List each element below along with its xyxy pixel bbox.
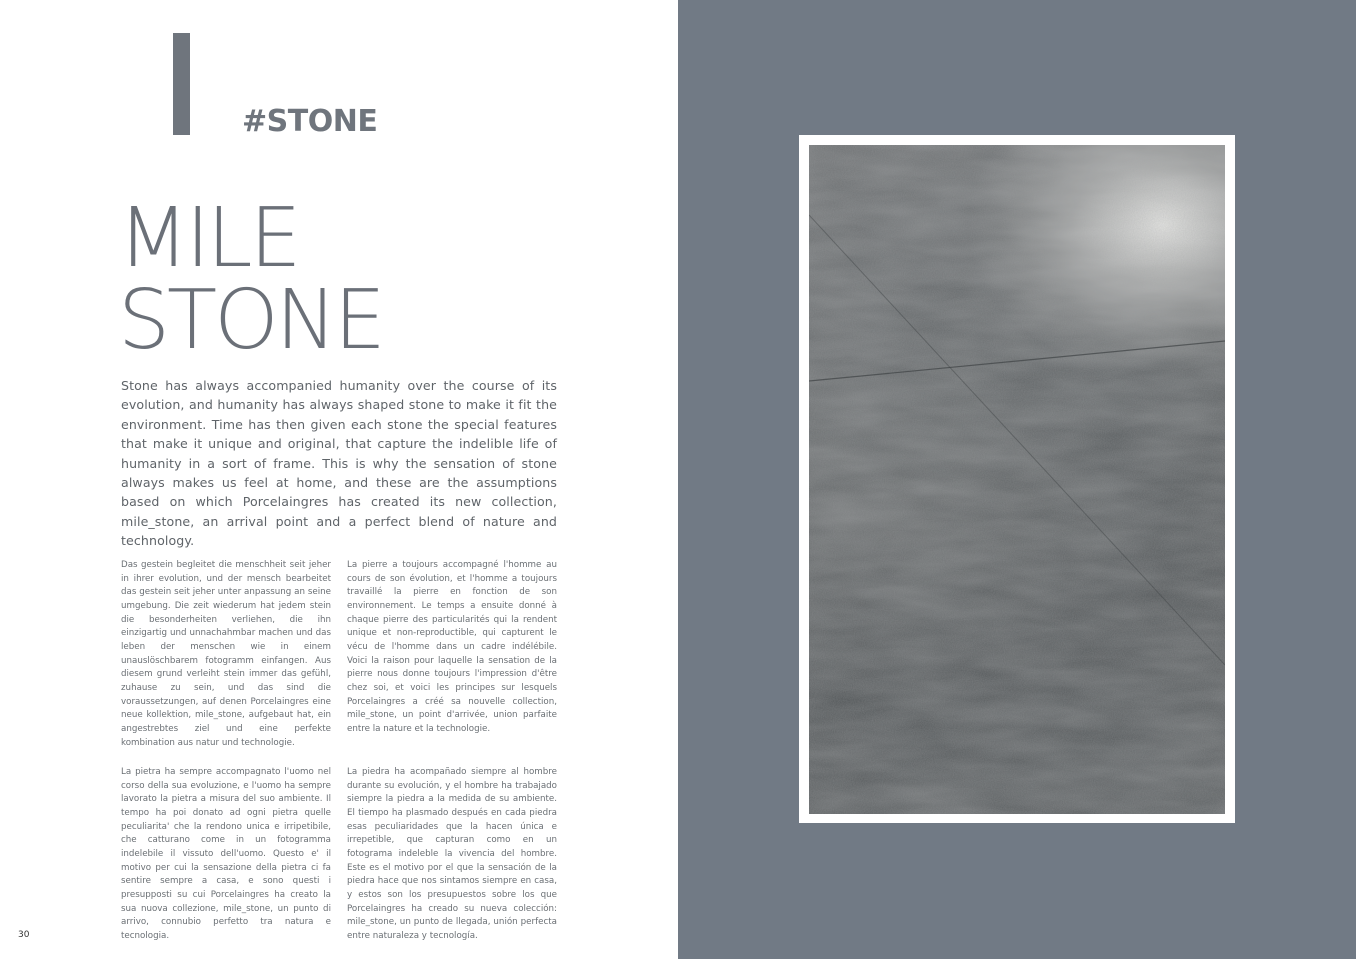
paragraph-french: La pierre a toujours accompagné l'homme au cours de son évolution, et l'homme a toujours travaillé la pierre en fonction de son environnement. Le temps a ensuite donné à chaque pierre des particularités qui la rendent unique et non-reproductible, qui capturent le vécu de l'homme dans un cadre indélébile. Voici la raison pour laquelle la sensation de la pierre nous donne toujours l'impression d'être chez soi, et voici les principes sur lesquels Porcelaingres a créé sa nouvelle collection, mile_stone, un point d'arrivée, union parfaite entre la nature et la technologie. (347, 560, 557, 734)
paragraph-italian: La pietra ha sempre accompagnato l'uomo nel corso della sua evoluzione, e l'uomo ha sempre lavorato la pietra a misura del suo ambiente. Il tempo ha poi donato ad ogni pietra quelle peculiarita' che la rendono unica e irripetibile, che catturano come in un fotogramma indelebile il vissuto dell'uomo. Questo e' il motivo per cui la sensazione della pietra ci fa sentire sempre a casa, e sono questi i presupposti su cui Porcelaingres ha creato la sua nuova collezione, mile_stone, un punto di arrivo, connubio perfetto tra natura e tecnologia. (121, 767, 331, 941)
page-number: 30 (18, 930, 30, 940)
chapter-number-bar (173, 33, 190, 135)
title-line-1: MILE (118, 191, 299, 286)
tile-joints (809, 145, 1225, 814)
intro-paragraph-english: Stone has always accompanied humanity over the course of its evolution, and humanity has always shaped stone to make it fit the environment. Time has then given each stone the special features that make it unique and original, that capture the indelible life of humanity in a sort of frame. This is why the sensation of stone always makes us feel at home, and these are the assumptions based on which Porcelaingres has created its new collection, mile_stone, an arrival point and a perfect blend of nature and technology. (121, 378, 557, 549)
photo-frame (799, 135, 1235, 823)
paragraph-german: Das gestein begleitet die menschheit seit jeher in ihrer evolution, und der mensch bearbeitet das gestein seit jeher unter anpassung an seine umgebung. Die zeit wiederum hat jedem stein die besonderheiten verliehen, die ihn einzigartig und unnachahmbar machen und das leben der menschen wie in einem unauslöschbarem fotogramm einfangen. Aus diesem grund verleiht stein immer das gefühl, zuhause zu sein, und das sind die voraussetzungen, auf denen Porcelaingres eine neue kollektion, mile_stone, aufgebaut hat, ein angestrebtes ziel und eine perfekte kombination aus natur und technologie. (121, 560, 331, 748)
hashtag-heading: #STONE (242, 104, 378, 139)
collection-title (118, 191, 383, 368)
stone-floor-photo (809, 145, 1225, 814)
paragraph-spanish: La piedra ha acompañado siempre al hombre durante su evolución, y el hombre ha trabajado siempre la piedra a la medida de su ambiente. El tiempo ha plasmado después en cada piedra esas peculiaridades que la hacen única e irrepetible, que capturan como en un fotograma indeleble la vivencia del hombre. Este es el motivo por el que la sensación de la piedra hace que nos sintamos siempre en casa, y estos son los presupuestos sobre los que Porcelaingres ha creado su nueva colección: mile_stone, un punto de llegada, unión perfecta entre naturaleza y tecnología. (347, 767, 557, 941)
right-page (678, 0, 1356, 959)
title-line-2: STONE (118, 273, 383, 368)
